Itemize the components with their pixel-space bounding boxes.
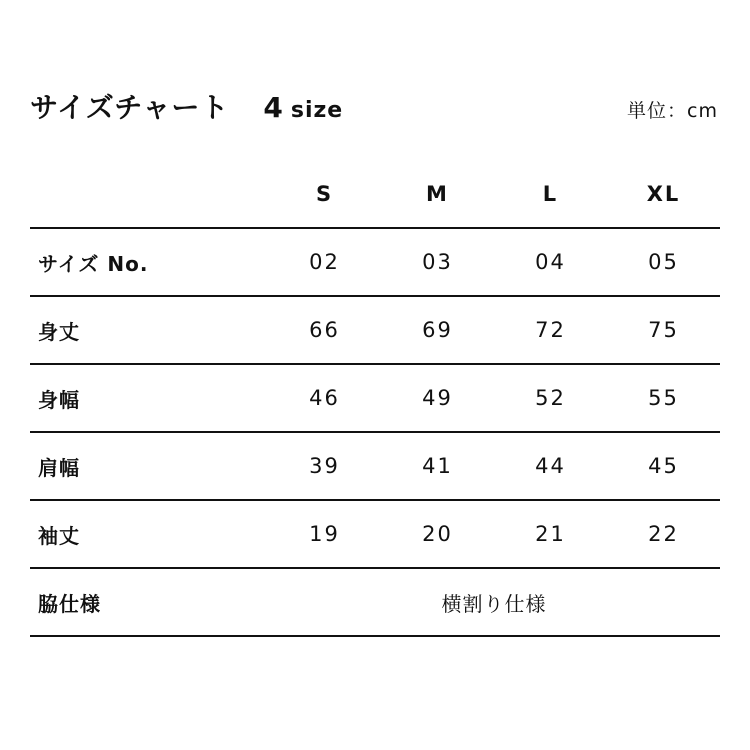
size-count: 4 (263, 91, 283, 124)
table-cell: 72 (535, 318, 566, 342)
table-cell: 05 (648, 250, 679, 274)
unit-label: 単位：cm (627, 100, 718, 122)
table-cell: 44 (535, 454, 566, 478)
table-cell: 49 (422, 386, 453, 410)
table-row (30, 297, 720, 365)
column-header-l: L (542, 181, 559, 206)
table-cell: 69 (422, 318, 453, 342)
table-row (30, 501, 720, 569)
table-row (30, 229, 720, 297)
chart-title-size (263, 91, 343, 124)
size-word: size (290, 98, 344, 123)
column-header-m: M (426, 181, 449, 206)
table-cell: 21 (535, 522, 566, 546)
table-cell: 45 (648, 454, 679, 478)
side-spec-row (30, 569, 720, 637)
row-label: 袖丈 (38, 523, 80, 548)
table-cell: 66 (309, 318, 340, 342)
table-row (30, 365, 720, 433)
table-header-row (30, 160, 720, 229)
table-cell: 55 (648, 386, 679, 410)
table-cell: 39 (309, 454, 340, 478)
size-table (30, 160, 720, 637)
side-spec-value: 横割り仕様 (441, 591, 547, 616)
table-cell: 19 (309, 522, 340, 546)
table-cell: 41 (422, 454, 453, 478)
row-label: 身丈 (38, 319, 80, 344)
row-label: 肩幅 (38, 455, 80, 480)
column-header-s: S (315, 181, 334, 206)
table-cell: 46 (309, 386, 340, 410)
chart-title-main: サイズチャート (30, 91, 230, 124)
row-label: サイズ No. (38, 251, 149, 276)
row-label: 身幅 (38, 387, 80, 412)
table-cell: 20 (422, 522, 453, 546)
table-cell: 03 (422, 250, 453, 274)
side-spec-label: 脇仕様 (38, 591, 101, 616)
table-cell: 75 (648, 318, 679, 342)
chart-title (30, 86, 343, 132)
table-cell: 22 (648, 522, 679, 546)
table-cell: 52 (535, 386, 566, 410)
table-row (30, 433, 720, 501)
column-header-xl: XL (646, 181, 681, 206)
table-cell: 04 (535, 250, 566, 274)
table-cell: 02 (309, 250, 340, 274)
